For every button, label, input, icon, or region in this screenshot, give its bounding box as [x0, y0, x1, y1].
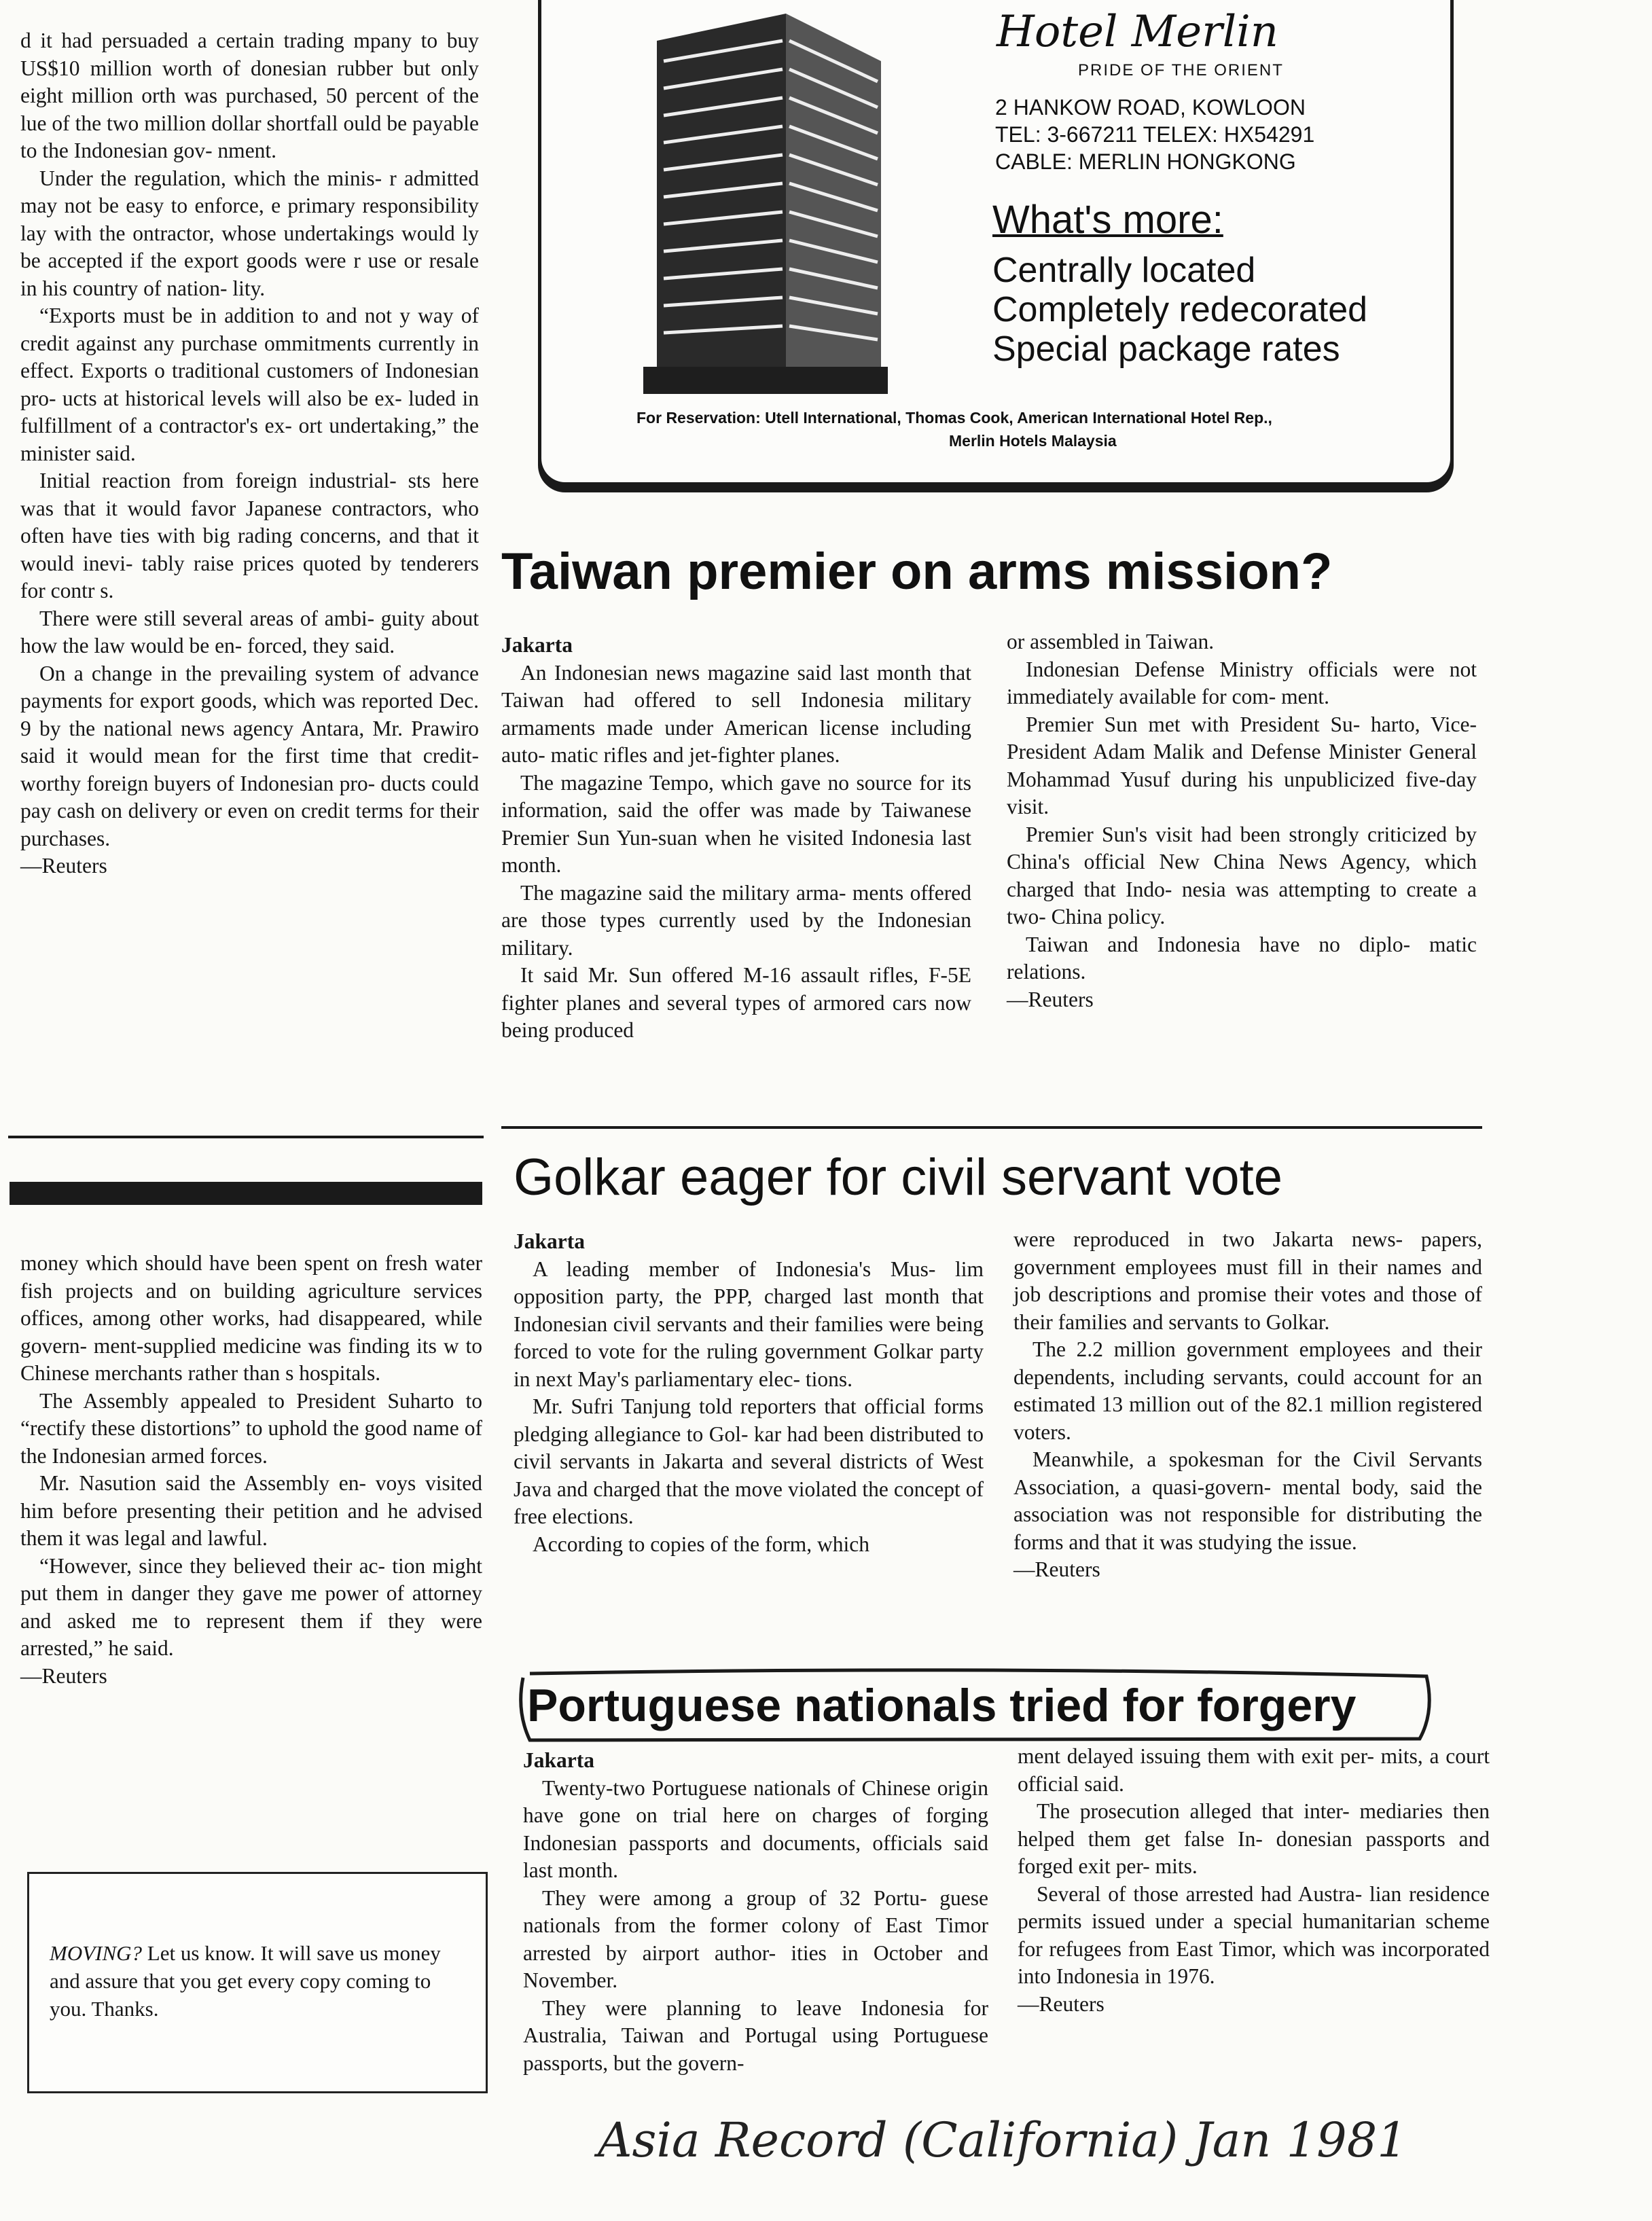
golkar-paragraph: were reproduced in two Jakarta news- papers, government employees must fill in their names and job descriptions and promise their votes and those of their families and servants to Golkar. — [1013, 1227, 1482, 1334]
rubber-paragraph: Under the regulation, which the minis- r admitted may not be easy to enforce, e primary responsibility lay with the ontractor, whose undertakings would ly be accepted if the export goods were r use or resale in his country of nation- lity. — [20, 166, 479, 300]
taiwan-paragraph: An Indonesian news magazine said last month that Taiwan had offered to sell Indonesia military armaments made under American license including auto- matic rifles and jet-fighter planes. — [501, 660, 971, 767]
portuguese-paragraph: Several of those arrested had Austra- lian residence permits issued under a special humanitarian scheme for refugees from East Timor, which was incorporated into Indonesia in 1976. — [1018, 1881, 1490, 1988]
portuguese-column-1 — [523, 1747, 988, 2077]
hotel-tel: TEL: 3-667211 TELEX: HX54291 — [995, 122, 1315, 147]
portuguese-signoff: —Reuters — [1018, 1991, 1105, 2016]
reservation-line-1: For Reservation: Utell International, Thomas Cook, American International Hotel Rep., — [636, 409, 1272, 427]
reservation-line-2: Merlin Hotels Malaysia — [949, 432, 1117, 450]
golkar-signoff: —Reuters — [1013, 1557, 1100, 1581]
portuguese-paragraph: Twenty-two Portuguese nationals of Chinese origin have gone on trial here on charges of forging Indonesian passports and documents, officials said last month. — [523, 1775, 988, 1882]
section-divider-left — [8, 1136, 484, 1138]
hotel-cable: CABLE: MERLIN HONGKONG — [995, 149, 1296, 174]
taiwan-column-1 — [501, 632, 971, 1045]
portuguese-dateline: Jakarta — [523, 1748, 594, 1772]
taiwan-column-2 — [1007, 628, 1477, 1013]
moving-notice — [50, 1939, 464, 2023]
golkar-paragraph: A leading member of Indonesia's Mus- lim opposition party, the PPP, charged last month that Indonesian civil servants and their families were being forced to vote for the ruling government Golkar party in next May's parliamentary elec- tions. — [514, 1257, 984, 1391]
golkar-dateline: Jakarta — [514, 1229, 585, 1253]
moving-lead: MOVING? — [50, 1941, 143, 1965]
golkar-headline: Golkar eager for civil servant vote — [514, 1149, 1283, 1206]
taiwan-paragraph: Premier Sun met with President Su- harto, Vice-President Adam Malik and Defense Minister General Mohammad Yusuf during his unpublicized five-day visit. — [1007, 712, 1477, 818]
portuguese-paragraph: They were planning to leave Indonesia for Australia, Taiwan and Portugal using Portuguese passports, but the govern- — [523, 1996, 988, 2075]
taiwan-paragraph: Taiwan and Indonesia have no diplo- matic relations. — [1007, 932, 1477, 983]
hotel-address: 2 HANKOW ROAD, KOWLOON — [995, 95, 1306, 120]
golkar-column-1 — [514, 1228, 984, 1558]
taiwan-headline: Taiwan premier on arms mission? — [501, 543, 1333, 600]
assembly-paragraph: money which should have been spent on fresh water fish projects and on building agriculture services offices, among other works, had disappeared, while govern- ment-supplied medicine was finding its w to Chinese merchants rather than s hospitals. — [20, 1251, 482, 1385]
article-assembly — [20, 1250, 482, 1690]
taiwan-dateline: Jakarta — [501, 633, 573, 657]
golkar-paragraph: The 2.2 million government employees and their dependents, including servants, could account for an estimated 13 million out of the 82.1 million registered voters. — [1013, 1337, 1482, 1444]
golkar-paragraph: According to copies of the form, which — [533, 1532, 869, 1556]
moving-notice-box — [27, 1872, 488, 2093]
portuguese-headline: Portuguese nationals tried for forgery — [527, 1680, 1357, 1731]
black-bar — [10, 1182, 482, 1205]
assembly-paragraph: The Assembly appealed to President Suharto to “rectify these distortions” to uphold the good name of the Indonesian armed forces. — [20, 1388, 482, 1468]
rubber-paragraph: On a change in the prevailing system of advance payments for export goods, which was reported Dec. 9 by the national news agency Antara, Mr. Prawiro said it would mean for the first time that credit- worthy foreign buyers of Indonesian pro- ducts could pay cash on delivery or even on credit terms for their purchases. — [20, 661, 479, 850]
golkar-paragraph: Meanwhile, a spokesman for the Civil Servants Association, a quasi-govern- mental body, said the association was not responsible for distributing the forms and that it was studying the issue. — [1013, 1447, 1482, 1554]
moving-body: Let us know. It will save us money and assure that you get every copy coming to you. Thanks. — [50, 1941, 441, 2021]
portuguese-paragraph: They were among a group of 32 Portu- guese nationals from the former colony of East Timor arrested by airport author- ities in October and November. — [523, 1885, 988, 1992]
portuguese-column-2 — [1018, 1743, 1490, 2018]
taiwan-paragraph: The magazine Tempo, which gave no source for its information, said the offer was made by Taiwanese Premier Sun Yun-suan when he visited Indonesia last month. — [501, 770, 971, 877]
rubber-paragraph: There were still several areas of ambi- guity about how the law would be en- forced, they said. — [20, 606, 479, 657]
golkar-paragraph: Mr. Sufri Tanjung told reporters that official forms pledging allegiance to Gol- kar had been distributed to civil servants in Jakarta and several districts of West Java and charged that the move violated the concept of free elections. — [514, 1394, 984, 1528]
portuguese-paragraph: ment delayed issuing them with exit per- mits, a court official said. — [1018, 1744, 1490, 1796]
taiwan-paragraph: The magazine said the military arma- ments offered are those types currently used by the Indonesian military. — [501, 880, 971, 960]
taiwan-paragraph: or assembled in Taiwan. — [1007, 630, 1215, 653]
rubber-paragraph: Initial reaction from foreign industrial- sts here was that it would favor Japanese contractors, who often have ties with big rading concerns, and that it would inevi- tably raise prices quoted by tenderers for contr s. — [20, 469, 479, 602]
rubber-paragraph: “Exports must be in addition to and not y way of credit against any purchase ommitments currently in effect. Exports o traditional customers of Indonesian pro- ucts at historical levels will also be ex- luded in fulfillment of a contractor's ex- ort undertaking,” the minister said. — [20, 304, 479, 465]
assembly-paragraph: “However, since they believed their ac- tion might put them in danger they gave me power of attorney and asked me to represent them if they were arrested,” he said. — [20, 1553, 482, 1660]
hotel-building-illustration — [616, 14, 901, 394]
assembly-signoff: —Reuters — [20, 1663, 107, 1688]
taiwan-paragraph: Indonesian Defense Ministry officials were not immediately available for com- ment. — [1007, 657, 1477, 708]
hotel-name: Hotel Merlin — [996, 7, 1278, 57]
rubber-paragraph: d it had persuaded a certain trading mpany to buy US$10 million worth of donesian rubber but only eight million orth was purchased, 50 percent of the lue of the two million dollar shortfall ould be payable to the Indonesian gov- nment. — [20, 29, 479, 162]
golkar-column-2 — [1013, 1226, 1482, 1584]
hotel-ad — [538, 0, 1454, 486]
feature-rates: Special package rates — [992, 329, 1340, 369]
hotel-tagline: PRIDE OF THE ORIENT — [1078, 61, 1284, 79]
taiwan-paragraph: Premier Sun's visit had been strongly criticized by China's official New China News Agency, which charged that Indo- nesia was attempting to create a two- China policy. — [1007, 822, 1477, 928]
whats-more-heading: What's more: — [992, 198, 1223, 242]
feature-redecorated: Completely redecorated — [992, 290, 1368, 329]
article-rubber-export — [20, 27, 479, 880]
taiwan-paragraph: It said Mr. Sun offered M-16 assault rifles, F-5E fighter planes and several types of armored cars now being produced — [501, 963, 971, 1042]
taiwan-signoff: —Reuters — [1007, 987, 1094, 1011]
assembly-paragraph: Mr. Nasution said the Assembly en- voys visited him before presenting their petition and he advised them it was legal and lawful. — [20, 1471, 482, 1550]
feature-central: Centrally located — [992, 251, 1256, 290]
rubber-signoff: —Reuters — [20, 854, 107, 878]
handwritten-source-note: Asia Record (California) Jan 1981 — [598, 2112, 1407, 2168]
portuguese-paragraph: The prosecution alleged that inter- mediaries then helped them get false In- donesian passports and forged exit per- mits. — [1018, 1799, 1490, 1878]
section-divider-right — [501, 1126, 1482, 1129]
